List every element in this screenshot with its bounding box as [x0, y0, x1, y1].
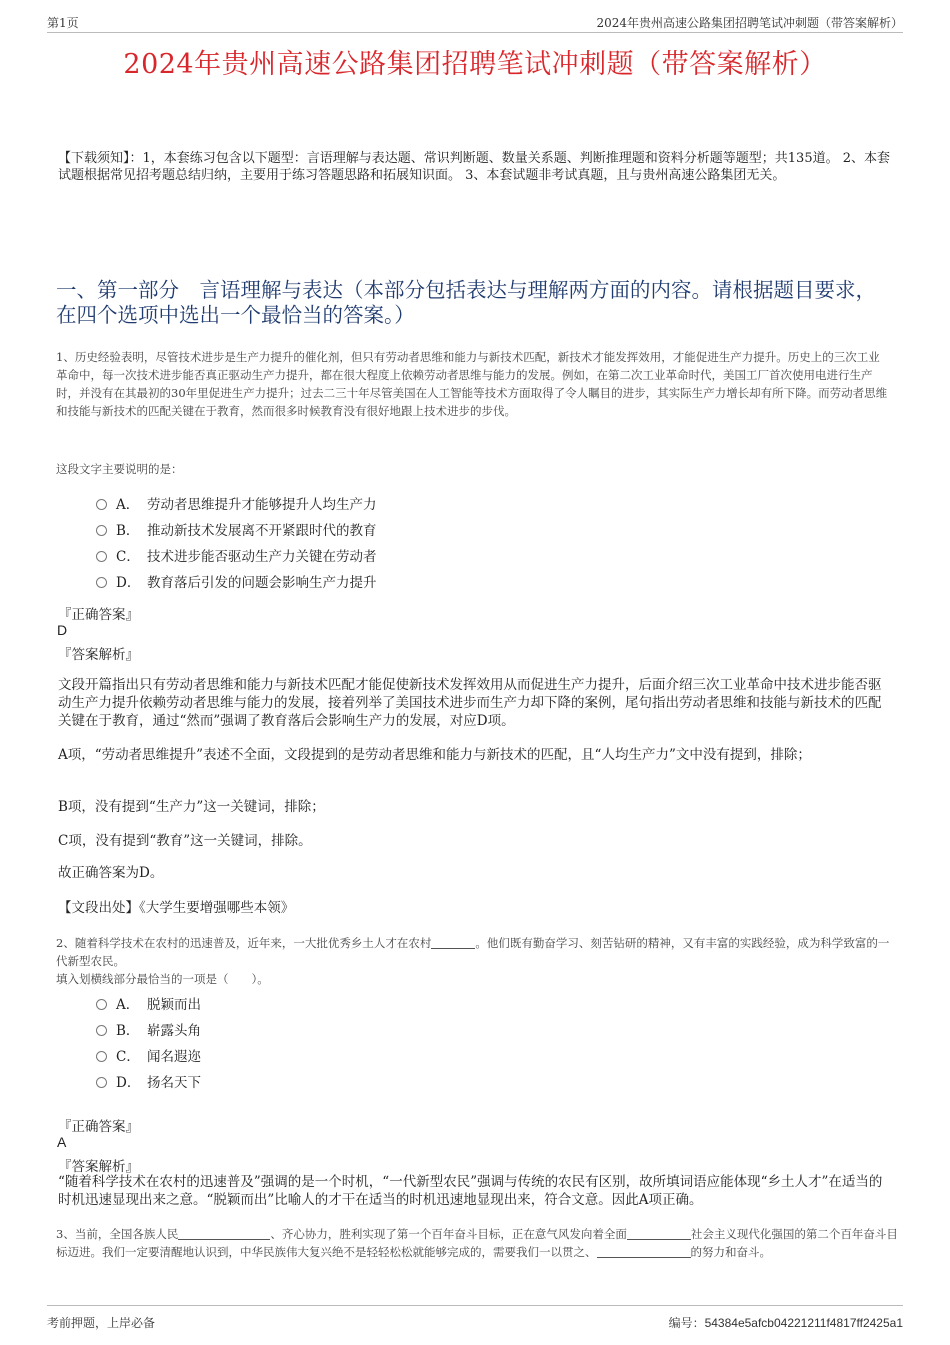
question-1-option-a[interactable]: A． 劳动者思维提升才能够提升人均生产力 — [96, 494, 377, 516]
radio-icon[interactable] — [96, 1051, 107, 1062]
question-2-prompt: 填入划横线部分最恰当的一项是（ ）。 — [56, 972, 269, 986]
question-2-option-b[interactable]: B． 崭露头角 — [96, 1020, 201, 1042]
question-1-analysis-main: 文段开篇指出只有劳动者思维和能力与新技术匹配才能促使新技术发挥效用从而促进生产力提升，后面介绍三次工业革命中技术进步能否驱动生产力提升依赖劳动者思维与能力的发展，接着列举了美国技术进步而生产力却下降的案例，尾句指出劳动者思维和技能与新技术的匹配关键在于教育，通过“然而”强调了教育落后会影响生产力的发展，对应D项。 — [58, 677, 882, 729]
question-1-option-d[interactable]: D． 教育落后引发的问题会影响生产力提升 — [96, 572, 377, 594]
page-header — [47, 14, 903, 33]
radio-icon[interactable] — [96, 525, 107, 536]
question-1-conclusion: 故正确答案为D。 — [58, 865, 164, 881]
question-1-analysis-a: A项，“劳动者思维提升”表述不全面，文段提到的是劳动者思维和能力与新技术的匹配，且“人均生产力”文中没有提到，排除； — [58, 747, 811, 763]
question-3-text: 3、当前，全国各族人民 、齐心协力，胜利实现了第一个百年奋斗目标，正在意气风发向着全面 社会主义现代化强国的第二个百年奋斗目标迈进。我们一定要清醒地认识到，中华民族伟大复兴绝不是轻轻松松就能够完成的，需要我们一以贯之、 的努力和奋斗。 — [56, 1227, 898, 1259]
fill-blank — [627, 1227, 691, 1240]
question-2-text: 2、随着科学技术在农村的迅速普及，近年来，一大批优秀乡土人才在农村 。他们既有勤奋学习、刻苦钻研的精神，又有丰富的实践经验，成为科学致富的一代新型农民。 填入划横线部分最恰当的一项是（ ）。 — [56, 936, 890, 986]
question-2-option-d[interactable]: D． 扬名天下 — [96, 1072, 201, 1094]
fill-blank — [597, 1245, 691, 1258]
section-heading: 一、第一部分 言语理解与表达（本部分包括表达与理解两方面的内容。请根据题目要求，在四个选项中选出一个最恰当的答案。） — [56, 278, 876, 327]
question-2-option-c[interactable]: C． 闻名遐迩 — [96, 1046, 201, 1068]
footer-slogan: 考前押题，上岸必备 — [47, 1316, 156, 1330]
radio-icon[interactable] — [96, 999, 107, 1010]
radio-icon[interactable] — [96, 1025, 107, 1036]
question-1-answer-label: 『正确答案』 — [58, 607, 139, 623]
page-footer — [47, 1305, 903, 1334]
question-1-answer: D — [57, 622, 68, 638]
question-1-text: 1、历史经验表明，尽管技术进步是生产力提升的催化剂，但只有劳动者思维和能力与新技术匹配，新技术才能发挥效用，才能促进生产力提升。历史上的三次工业革命中，每一次技术进步能否真正驱动生产力提升，都在很大程度上依赖劳动者思维与能力的发展。例如，在第二次工业革命时代，美国工厂首次使用电进行生产时，并没有在其最初的30年里促进生产力提升；过去二三十年尽管美国在人工智能等技术方面取得了令人瞩目的进步，其实际生产力增长却有所下降。而劳动者思维和技能与新技术的匹配关键在于教育，然而很多时候教育没有很好地跟上技术进步的步伐。 — [56, 350, 888, 418]
question-1-option-c[interactable]: C． 技术进步能否驱动生产力关键在劳动者 — [96, 546, 377, 568]
question-2-analysis: “随着科学技术在农村的迅速普及”强调的是一个时机，“一代新型农民”强调与传统的农民有区别，故所填词语应能体现“乡土人才”在适当的时机迅速显现出来之意。“脱颖而出”比喻人的才干在适当的时机迅速地显现出来，符合文意。因此A项正确。 — [58, 1174, 883, 1208]
document-title: 2024年贵州高速公路集团招聘笔试冲刺题（带答案解析） — [123, 49, 827, 80]
fill-blank — [431, 936, 475, 949]
footer-serial: 编号：54384e5afcb04221211f4817ff2425a1 — [668, 1316, 903, 1330]
question-1-analysis-c: C项，没有提到“教育”这一关键词，排除。 — [58, 833, 312, 849]
question-2-option-a[interactable]: A． 脱颖而出 — [96, 994, 201, 1016]
page-number: 第1页 — [47, 16, 79, 30]
question-2-analysis-label: 『答案解析』 — [58, 1159, 139, 1175]
question-1-analysis-label: 『答案解析』 — [58, 647, 139, 663]
question-1-source: 【文段出处】《大学生要增强哪些本领》 — [58, 900, 295, 916]
question-2-answer-label: 『正确答案』 — [58, 1119, 139, 1135]
question-1-option-b[interactable]: B． 推动新技术发展离不开紧跟时代的教育 — [96, 520, 377, 542]
question-1-analysis-b: B项，没有提到“生产力”这一关键词，排除； — [58, 799, 325, 815]
radio-icon[interactable] — [96, 551, 107, 562]
radio-icon[interactable] — [96, 1077, 107, 1088]
question-1-prompt: 这段文字主要说明的是： — [56, 462, 183, 476]
radio-icon[interactable] — [96, 499, 107, 510]
radio-icon[interactable] — [96, 577, 107, 588]
question-2-answer: A — [57, 1134, 67, 1150]
fill-blank — [178, 1227, 270, 1240]
download-notice: 【下载须知】：1，本套练习包含以下题型：言语理解与表达题、常识判断题、数量关系题、判断推理题和资料分析题等题型；共135道。 2、本套试题根据常见招考题总结归纳，主要用于练习答题思路和拓展知识面。 3、本套试题非考试真题，且与贵州高速公路集团无关。 — [58, 151, 890, 183]
header-doc-title: 2024年贵州高速公路集团招聘笔试冲刺题（带答案解析） — [596, 16, 903, 30]
